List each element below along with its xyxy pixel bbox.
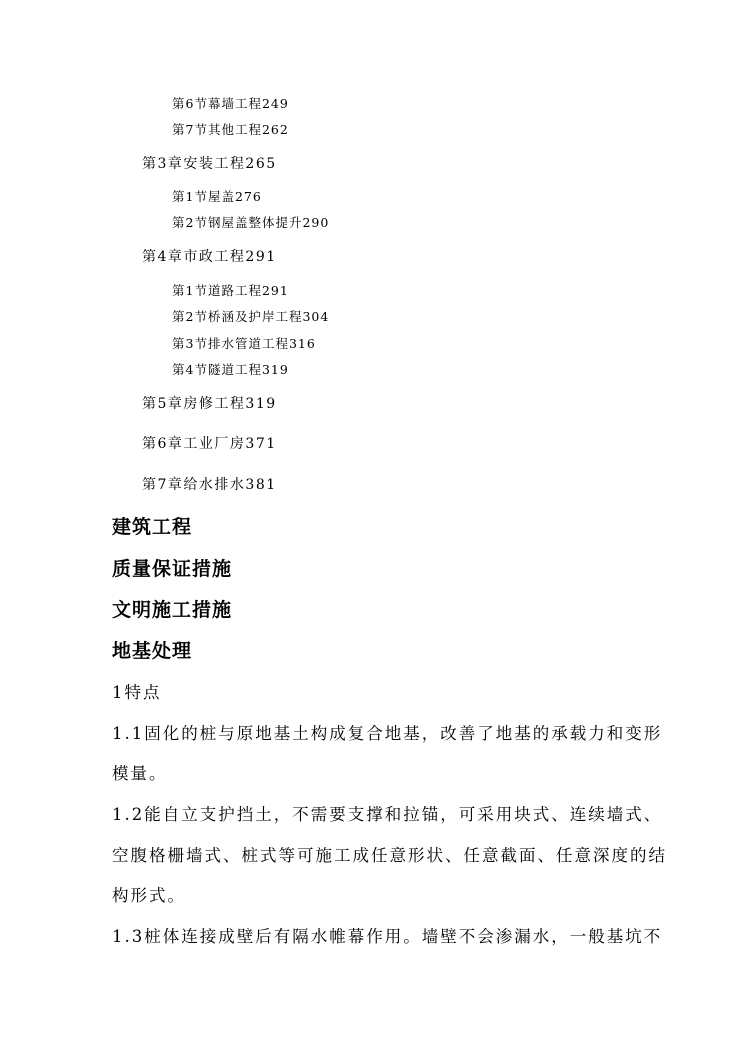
body-line: 空腹格栅墙式、桩式等可施工成任意形状、任意截面、任意深度的结: [112, 846, 667, 865]
toc-section: 第3节排水管道工程316: [172, 336, 316, 351]
toc-section: 第6节幕墙工程249: [172, 96, 289, 111]
body-line: 构形式。: [112, 886, 186, 905]
toc-chapter: 第6章工业厂房371: [142, 436, 277, 452]
toc-chapter: 第7章给水排水381: [142, 477, 277, 493]
feature-title: 1特点: [112, 683, 162, 702]
body-line: 模量。: [112, 764, 168, 783]
body-line: 1.3桩体连接成壁后有隔水帷幕作用。墙壁不会渗漏水，一般基坑不: [112, 927, 663, 946]
toc-chapter: 第3章安装工程265: [142, 156, 277, 172]
toc-chapter: 第4章市政工程291: [142, 249, 277, 265]
heading: 质量保证措施: [112, 558, 233, 580]
toc-section: 第2节钢屋盖整体提升290: [172, 215, 330, 230]
toc-section: 第2节桥涵及护岸工程304: [172, 309, 330, 324]
toc-section: 第7节其他工程262: [172, 122, 289, 137]
heading: 建筑工程: [112, 516, 193, 538]
toc-section: 第1节屋盖276: [172, 189, 262, 204]
toc-section: 第1节道路工程291: [172, 283, 289, 298]
toc-chapter: 第5章房修工程319: [142, 396, 277, 412]
toc-section: 第4节隧道工程319: [172, 362, 289, 377]
body-line: 1.1固化的桩与原地基土构成复合地基，改善了地基的承载力和变形: [112, 724, 663, 743]
body-line: 1.2能自立支护挡土，不需要支撑和拉锚，可采用块式、连续墙式、: [112, 805, 663, 824]
heading: 文明施工措施: [112, 599, 233, 621]
heading: 地基处理: [112, 640, 193, 662]
